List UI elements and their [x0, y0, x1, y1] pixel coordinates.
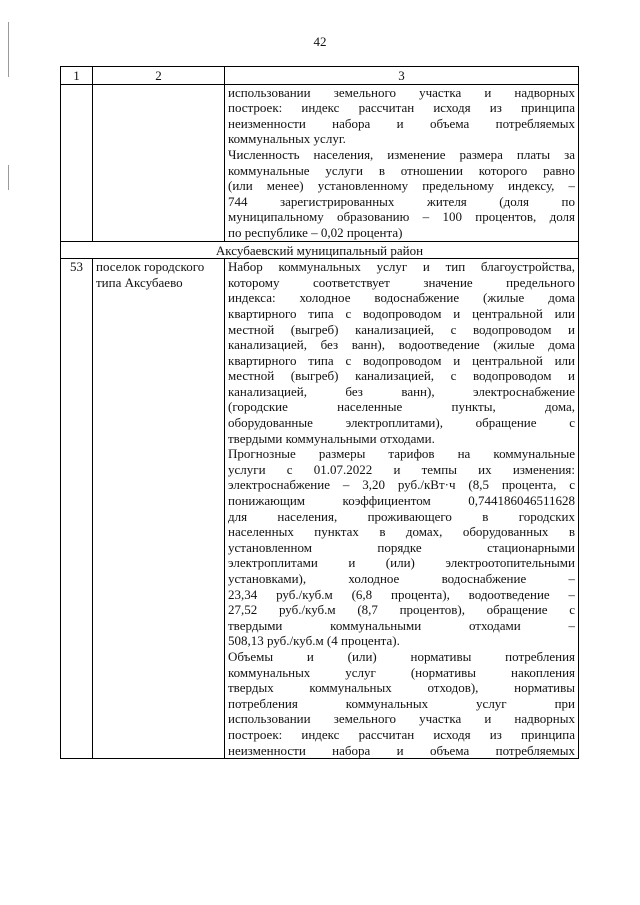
text-line: квартирного типа с водопроводом и центральной или [228, 352, 575, 368]
text-line: 508,13 руб./куб.м (4 процента). [228, 633, 400, 649]
text-line: построек: индекс рассчитан исходя из принципа [228, 726, 575, 742]
text-line: населенных пунктах в домах, оборудованных в [228, 524, 575, 540]
settlement-name [93, 259, 225, 759]
text-line: твердыми коммунальными отходами. [228, 430, 435, 446]
text-line: установками), холодное водоснабжение – [228, 571, 575, 586]
text-line: муниципальному образованию – 100 процентов, доля [228, 209, 575, 225]
text-line: канализацией, без ванн), электроснабжение [228, 383, 575, 399]
page-number: 42 [313, 34, 327, 49]
text-line: коммунальных услуг. [228, 131, 346, 147]
text-line: твердых коммунальных отходов), нормативы [228, 680, 575, 696]
text-line: электроплитами и (или) электроотопительными [228, 555, 575, 571]
text-line: электроснабжение – 3,20 руб./кВт·ч (8,5 процента, с [228, 477, 575, 493]
text-line: 23,34 руб./куб.м (6,8 процента), водоотведение – [228, 586, 575, 602]
text-line: коммунальных услуг (нормативы накопления [228, 664, 575, 680]
column-header-2: 2 [93, 67, 225, 85]
text-line: Численность населения, изменение размера платы за [228, 146, 575, 162]
text-line: 744 зарегистрированных жителя (доля по [228, 193, 575, 209]
text-line: для населения, проживающего в городских [228, 508, 575, 524]
text-line: Набор коммунальных услуг и тип благоустройства, [228, 259, 575, 275]
text-line: понижающим коэффициентом 0,744186046511628 [228, 493, 575, 509]
text-line: канализацией, без ванн), водоотведение (жилые дома [228, 337, 575, 353]
text-line: по республике – 0,02 процента) [228, 224, 403, 240]
column-header-3: 3 [225, 67, 579, 85]
text-line: местной (выгреб) канализацией, с водопроводом и [228, 321, 575, 337]
row-53-text-cell [225, 259, 579, 759]
text-line: оборудованные электроплитами), обращение с [228, 415, 575, 431]
continuation-number-cell [61, 84, 93, 241]
text-line: (городские населенные пункты, дома, [228, 399, 575, 415]
table-header-row [61, 67, 579, 85]
text-line: услуги с 01.07.2022 и темпы их изменения: [228, 461, 575, 477]
text-line: неизменности набора и объема потребляемых [228, 115, 575, 131]
scan-edge-mark [8, 165, 9, 190]
text-line: построек: индекс рассчитан исходя из принципа [228, 100, 575, 116]
settlement-name-line: типа Аксубаево [96, 274, 183, 290]
text-line: 27,52 руб./куб.м (8,7 процентов), обращение с [228, 602, 575, 618]
continuation-text-cell [225, 84, 579, 241]
text-line: установленном порядке стационарными [228, 539, 575, 555]
row-number: 53 [61, 259, 93, 759]
district-heading-row [61, 241, 579, 259]
text-line: квартирного типа с водопроводом и центральной или [228, 305, 575, 321]
text-line: коммунальные услуги в отношении которого равно [228, 162, 575, 178]
text-line: которому соответствует значение предельного [228, 274, 575, 290]
text-line: неизменности набора и объема потребляемых [228, 742, 575, 758]
text-line: потребления коммунальных услуг при [228, 695, 575, 711]
settlement-name-line: поселок городского [96, 259, 205, 275]
column-header-1: 1 [61, 67, 93, 85]
text-line: индекса: холодное водоснабжение (жилые дома [228, 290, 575, 306]
text-line: (или менее) установленному предельному индексу, – [228, 178, 575, 194]
continuation-settlement-cell [93, 84, 225, 241]
text-line: Прогнозные размеры тарифов на коммунальные [228, 446, 575, 462]
text-line: Объемы и (или) нормативы потребления [228, 648, 575, 664]
text-line: использовании земельного участка и надворных [228, 84, 575, 100]
text-line: местной (выгреб) канализацией, с водопроводом и [228, 368, 575, 384]
district-heading: Аксубаевский муниципальный район [61, 241, 579, 259]
text-line: использовании земельного участка и надворных [228, 711, 575, 727]
table-row-53 [61, 259, 579, 759]
tariff-table [60, 66, 579, 759]
continuation-row [61, 84, 579, 241]
text-line: твердыми коммунальными отходами – [228, 617, 575, 633]
